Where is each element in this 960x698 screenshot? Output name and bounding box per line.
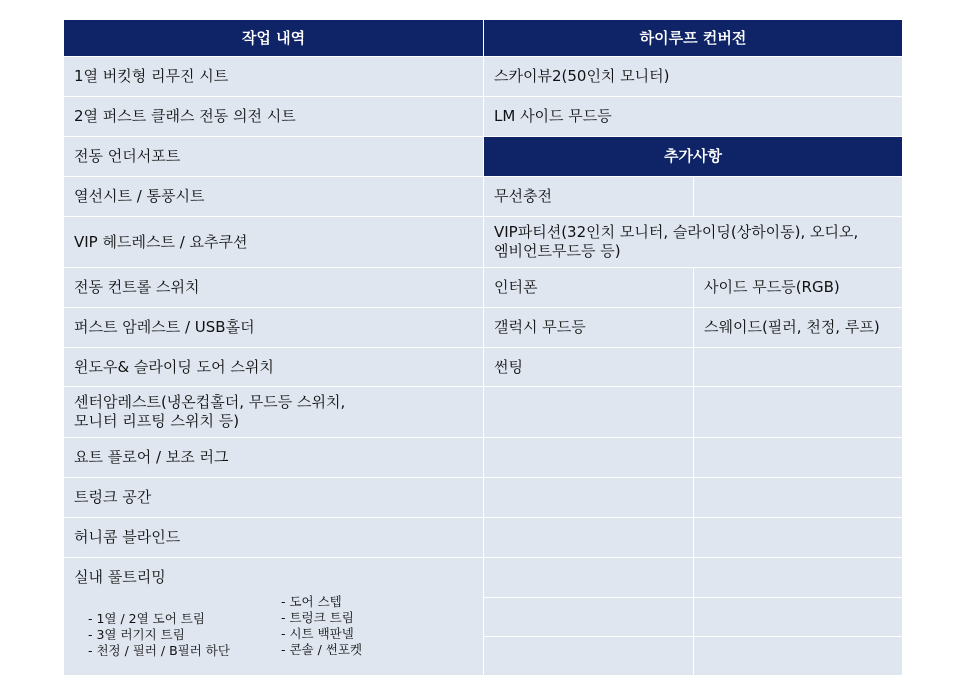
work-item-1: 1열 버킷형 리무진 시트 xyxy=(64,57,484,97)
empty-cell xyxy=(694,518,903,558)
work-item-3: 전동 언더서포트 xyxy=(64,137,484,177)
work-item-11: 트렁크 공간 xyxy=(64,478,484,518)
empty-cell xyxy=(484,637,694,676)
empty-cell xyxy=(484,558,694,598)
empty-cell xyxy=(484,518,694,558)
extra-interphone: 인터폰 xyxy=(484,268,694,308)
trim-item: - 천정 / 필러 / B필러 하단 xyxy=(88,643,230,658)
work-item-9: 센터암레스트(냉온컵홀더, 무드등 스위치, 모니터 리프팅 스위치 등) xyxy=(64,387,484,438)
extra-tinting: 썬팅 xyxy=(484,348,694,387)
extra-vip-partition: VIP파티션(32인치 모니터, 슬라이딩(상하이동), 오디오, 엠비언트무드등 등) xyxy=(484,217,903,268)
trim-item: - 콘솔 / 썬포켓 xyxy=(281,642,363,657)
hilouf-item-2: LM 사이드 무드등 xyxy=(484,97,903,137)
empty-cell xyxy=(694,387,903,438)
trim-item: - 트렁크 트림 xyxy=(281,610,354,625)
trim-item: - 1열 / 2열 도어 트림 xyxy=(88,611,205,626)
empty-cell xyxy=(694,558,903,598)
spec-table xyxy=(64,20,903,676)
work-item-4: 열선시트 / 통풍시트 xyxy=(64,177,484,217)
empty-cell xyxy=(484,387,694,438)
work-item-8: 윈도우& 슬라이딩 도어 스위치 xyxy=(64,348,484,387)
trim-item: - 시트 백판넬 xyxy=(281,626,354,641)
work-item-12: 허니콤 블라인드 xyxy=(64,518,484,558)
work-item-2: 2열 퍼스트 클래스 전동 의전 시트 xyxy=(64,97,484,137)
empty-cell xyxy=(484,598,694,637)
header-hilouf: 하이루프 컨버전 xyxy=(484,20,903,57)
extra-wireless-charge: 무선충전 xyxy=(484,177,694,217)
extra-suede: 스웨이드(필러, 천정, 루프) xyxy=(694,308,903,348)
work-item-7: 퍼스트 암레스트 / USB홀더 xyxy=(64,308,484,348)
extra-galaxy-mood: 갤럭시 무드등 xyxy=(484,308,694,348)
work-item-5: VIP 헤드레스트 / 요추쿠션 xyxy=(64,217,484,268)
trim-item: - 3열 러기지 트림 xyxy=(88,627,185,642)
trim-list-left xyxy=(88,611,230,659)
work-item-6: 전동 컨트롤 스위치 xyxy=(64,268,484,308)
empty-cell xyxy=(484,438,694,478)
empty-cell xyxy=(694,598,903,637)
empty-cell xyxy=(694,478,903,518)
empty-cell xyxy=(484,478,694,518)
extra-side-mood-rgb: 사이드 무드등(RGB) xyxy=(694,268,903,308)
extra-empty xyxy=(694,348,903,387)
empty-cell xyxy=(694,637,903,676)
extra-empty xyxy=(694,177,903,217)
work-item-10: 요트 플로어 / 보조 러그 xyxy=(64,438,484,478)
work-item-13-label: 실내 풀트리밍 xyxy=(74,568,166,586)
header-extras: 추가사항 xyxy=(484,137,903,177)
hilouf-item-1: 스카이뷰2(50인치 모니터) xyxy=(484,57,903,97)
trim-list-right xyxy=(281,594,362,658)
header-work: 작업 내역 xyxy=(64,20,484,57)
empty-cell xyxy=(694,438,903,478)
trim-item: - 도어 스텝 xyxy=(281,594,342,609)
